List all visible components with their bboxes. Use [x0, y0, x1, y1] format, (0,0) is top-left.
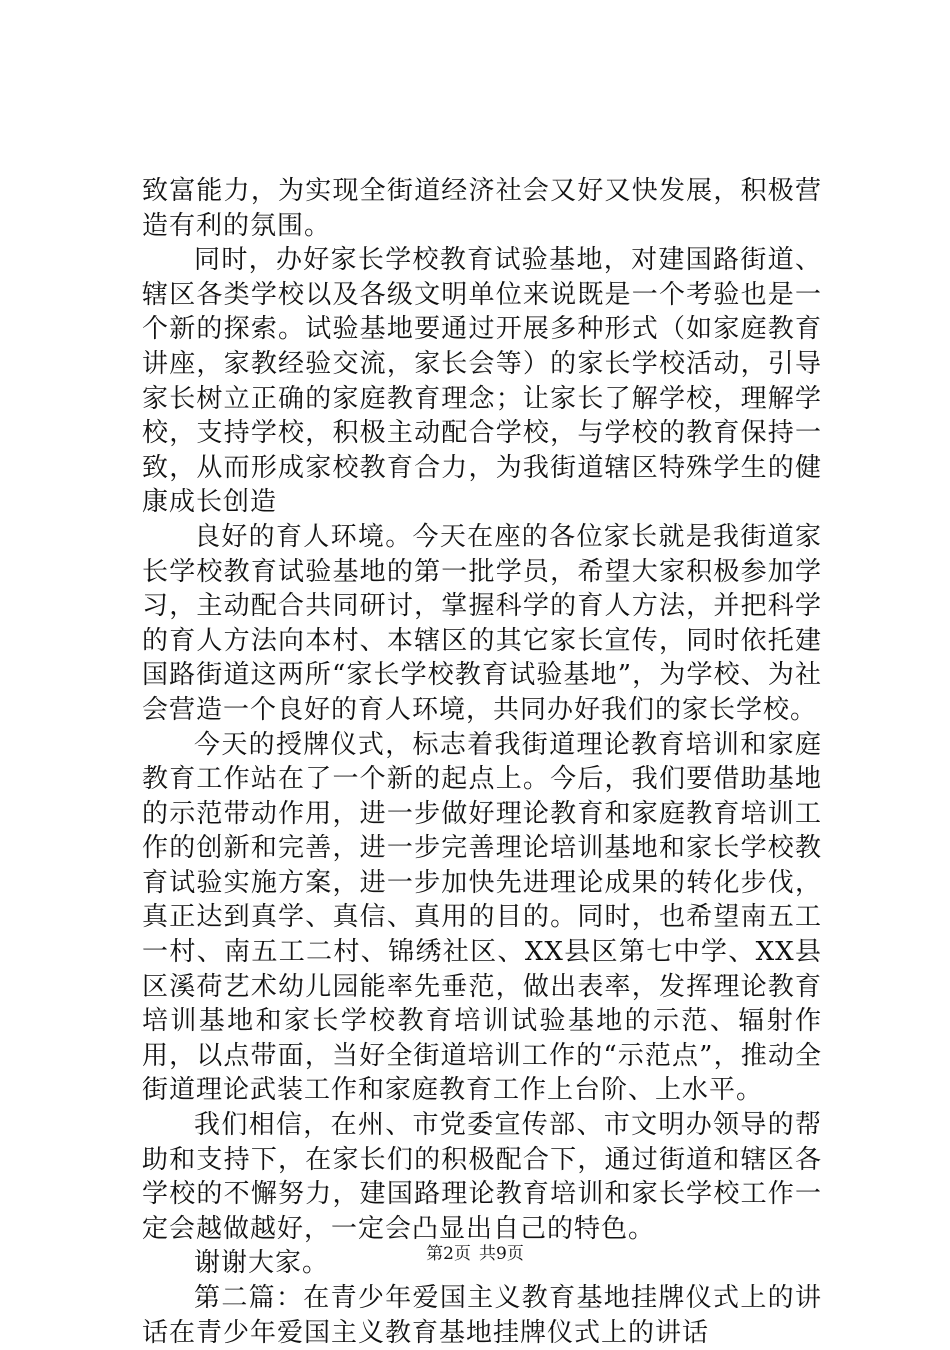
page-total: 共9页	[479, 1244, 524, 1264]
page-number: 第2页	[426, 1244, 471, 1264]
paragraph-parent-school: 同时，办好家长学校教育试验基地，对建国路街道、辖区各类学校以及各级文明单位来说既是一个考验也是一个新的探索。试验基地要通过开展多种形式（如家庭教育讲座，家教经验交流，家长会等）的家长学校活动，引导家长树立正确的家庭教育理念；让家长了解学校，理解学校，支持学校，积极主动配合学校，与学校的教育保持一致，从而形成家校教育合力，为我街道辖区特殊学生的健康成长创造	[142, 245, 822, 518]
page-footer	[0, 1243, 950, 1265]
paragraph-continuation: 致富能力，为实现全街道经济社会又好又快发展，积极营造有利的氛围。	[142, 176, 822, 241]
paragraph-thanks: 谢谢大家。	[194, 1248, 330, 1279]
paragraph-environment: 良好的育人环境。今天在座的各位家长就是我街道家长学校教育试验基地的第一批学员，希望大家积极参加学习，主动配合共同研讨，掌握科学的育人方法，并把科学的育人方法向本村、本辖区的其它家长宣传，同时依托建国路街道这两所“家长学校教育试验基地”，为学校、为社会营造一个良好的育人环境，共同办好我们的家长学校。	[142, 521, 822, 725]
paragraph-second-article-title: 第二篇：在青少年爱国主义教育基地挂牌仪式上的讲话在青少年爱国主义教育基地挂牌仪式上的讲话	[142, 1283, 822, 1348]
document-body	[142, 174, 822, 1350]
paragraph-ceremony: 今天的授牌仪式，标志着我街道理论教育培训和家庭教育工作站在了一个新的起点上。今后，我们要借助基地的示范带动作用，进一步做好理论教育和家庭教育培训工作的创新和完善，进一步完善理论培训基地和家长学校教育试验实施方案，进一步加快先进理论成果的转化步伐，真正达到真学、真信、真用的目的。同时，也希望南五工一村、南五工二村、锦绣社区、XX县区第七中学、XX县区溪荷艺术幼儿园能率先垂范，做出表率，发挥理论教育培训基地和家长学校教育培训试验基地的示范、辐射作用，以点带面，当好全街道培训工作的“示范点”，推动全街道理论武装工作和家庭教育工作上台阶、上水平。	[142, 729, 822, 1106]
paragraph-belief: 我们相信，在州、市党委宣传部、市文明办领导的帮助和支持下，在家长们的积极配合下，通过街道和辖区各学校的不懈努力，建国路理论教育培训和家长学校工作一定会越做越好，一定会凸显出自己的特色。	[142, 1110, 822, 1244]
